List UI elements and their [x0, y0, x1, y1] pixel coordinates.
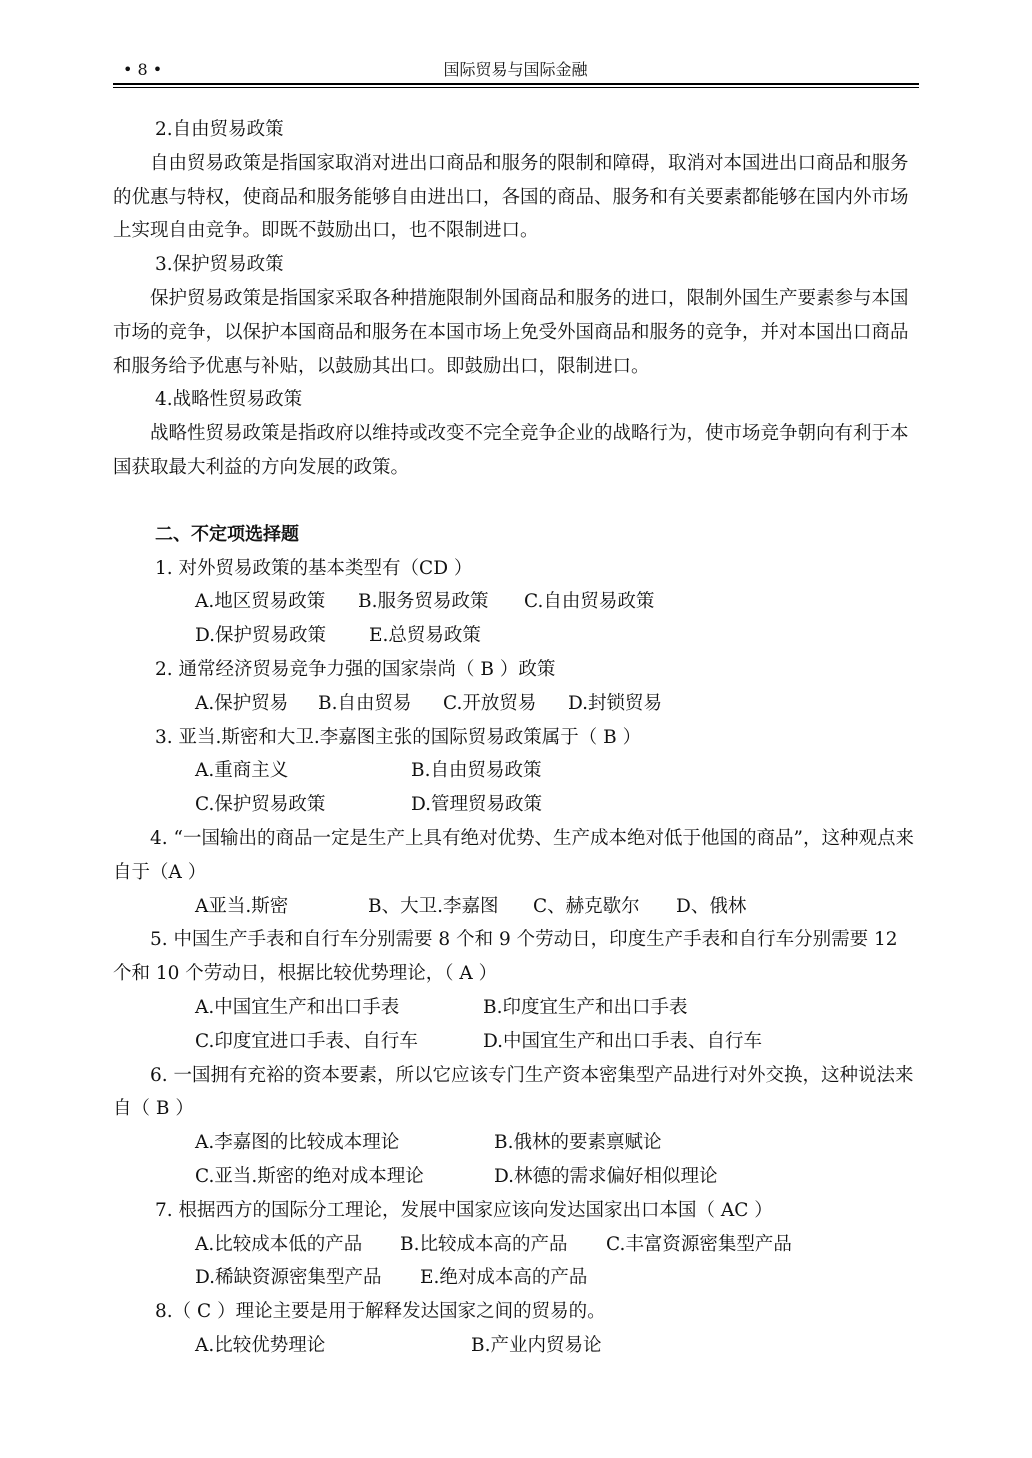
section-title: 4.战略性贸易政策: [155, 389, 303, 411]
option-row: [113, 1126, 919, 1160]
option: A.地区贸易政策: [195, 591, 326, 613]
part-heading: 二、不定项选择题: [155, 523, 299, 545]
question-stem: 6. 一国拥有充裕的资本要素，所以它应该专门生产资本密集型产品进行对外交换，这种说法来自（ B ）: [113, 1064, 914, 1120]
section-body: 保护贸易政策是指国家采取各种措施限制外国商品和服务的进口，限制外国生产要素参与本国市场的竞争，以保护本国商品和服务在本国市场上免受外国商品和服务的竞争，并对本国出口商品和服务给予优惠与补贴，以鼓励其出口。即鼓励出口，限制进口。: [113, 287, 909, 377]
question-stem: 4. “一国输出的商品一定是生产上具有绝对优势、生产成本绝对低于他国的商品”，这种观点来自于（A ）: [113, 827, 914, 883]
option: B.自由贸易政策: [411, 760, 542, 782]
option: A.保护贸易: [195, 692, 289, 714]
option-row: [113, 754, 919, 788]
option: D.管理贸易政策: [411, 794, 543, 816]
option: D、俄林: [676, 895, 747, 917]
option: D.保护贸易政策: [195, 625, 327, 647]
option: B.俄林的要素禀赋论: [494, 1132, 662, 1154]
option-row: [113, 1025, 919, 1059]
question-stem: 1. 对外贸易政策的基本类型有（CD ）: [155, 557, 473, 579]
option-row: [113, 991, 919, 1025]
option: C.保护贸易政策: [195, 794, 326, 816]
option: B.自由贸易: [318, 692, 412, 714]
option: D.中国宜生产和出口手表、自行车: [483, 1030, 763, 1052]
option: B.印度宜生产和出口手表: [483, 996, 688, 1018]
option-row: [113, 619, 919, 653]
section-title: 2.自由贸易政策: [155, 119, 284, 140]
question-stem: 5. 中国生产手表和自行车分别需要 8 个和 9 个劳动日，印度生产手表和自行车分别需要 12 个和 10 个劳动日，根据比较优势理论，（ A ）: [113, 929, 898, 985]
option-row: [113, 1261, 919, 1295]
question-stem: 2. 通常经济贸易竞争力强的国家崇尚（ B ）政策: [155, 658, 556, 680]
page-header: [113, 56, 918, 84]
page-body: [113, 113, 919, 1363]
option: A.比较优势理论: [195, 1334, 326, 1356]
page-number: • 8 •: [123, 60, 163, 79]
question-stem: 3. 亚当.斯密和大卫.李嘉图主张的国际贸易政策属于（ B ）: [155, 726, 642, 748]
option: C.开放贸易: [443, 692, 537, 714]
option: B.比较成本高的产品: [400, 1233, 568, 1255]
option-row: [113, 1228, 919, 1262]
header-rule-thin: [113, 87, 919, 88]
option-row: [113, 890, 919, 924]
option-row: [113, 1160, 919, 1194]
option: A.李嘉图的比较成本理论: [195, 1132, 400, 1154]
section-title: 3.保护贸易政策: [155, 254, 284, 276]
option: A.重商主义: [195, 760, 289, 782]
option-row: [113, 788, 919, 822]
running-title: 国际贸易与国际金融: [443, 60, 588, 79]
option: C.丰富资源密集型产品: [606, 1233, 792, 1255]
option: D.稀缺资源密集型产品: [195, 1267, 382, 1289]
question-stem: 7. 根据西方的国际分工理论，发展中国家应该向发达国家出口本国（ AC ）: [155, 1199, 773, 1221]
option: D.林德的需求偏好相似理论: [494, 1165, 718, 1187]
option-row: [113, 585, 919, 619]
option: B、大卫.李嘉图: [368, 895, 499, 917]
section-body: 战略性贸易政策是指政府以维持或改变不完全竞争企业的战略行为，使市场竞争朝向有利于本国获取最大利益的方向发展的政策。: [113, 423, 909, 478]
option: E.绝对成本高的产品: [420, 1267, 588, 1289]
option: A.中国宜生产和出口手表: [195, 996, 400, 1018]
section-body: 自由贸易政策是指国家取消对进出口商品和服务的限制和障碍，取消对本国进出口商品和服务的优惠与特权，使商品和服务能够自由进出口，各国的商品、服务和有关要素都能够在国内外市场上实现自由竞争。即既不鼓励出口，也不限制进口。: [113, 152, 909, 242]
option: B.产业内贸易论: [471, 1334, 602, 1356]
question-stem: 8.（ C ）理论主要是用于解释发达国家之间的贸易的。: [155, 1301, 606, 1323]
option: A.比较成本低的产品: [195, 1233, 363, 1255]
option-row: [113, 1329, 919, 1363]
option: C.自由贸易政策: [524, 591, 655, 613]
option-row: [113, 687, 919, 721]
option: B.服务贸易政策: [358, 591, 489, 613]
option: A亚当.斯密: [195, 895, 289, 917]
option: C.印度宜进口手表、自行车: [195, 1030, 418, 1052]
option: C、赫克歇尔: [533, 895, 640, 917]
option: E.总贸易政策: [369, 625, 481, 647]
option: D.封锁贸易: [568, 692, 663, 714]
header-rule-thick: [113, 83, 919, 85]
option: C.亚当.斯密的绝对成本理论: [195, 1165, 424, 1187]
